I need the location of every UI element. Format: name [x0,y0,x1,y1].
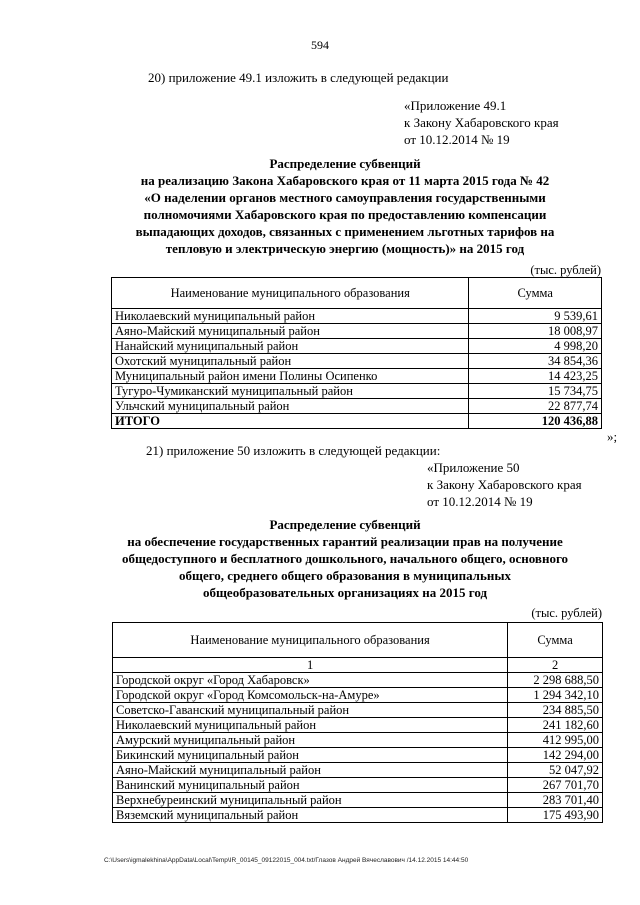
amount: 142 294,00 [508,748,603,763]
municipality-name: Нанайский муниципальный район [112,339,469,354]
municipality-name: Городской округ «Город Комсомольск-на-Амуре» [113,688,508,703]
municipality-name: Ульчский муниципальный район [112,399,469,414]
amount: 52 047,92 [508,763,603,778]
section1-unit-label: (тыс. рублей) [530,263,601,277]
total-amount: 120 436,88 [469,414,602,429]
table-row [113,718,603,733]
table-row [112,339,602,354]
table-row [113,778,603,793]
municipality-name: Бикинский муниципальный район [113,748,508,763]
title-line: полномочиями Хабаровского края по предоставлению компенсации [143,207,547,222]
table-row [113,748,603,763]
amount: 1 294 342,10 [508,688,603,703]
section1-appendix-reference [404,97,559,148]
title-line: общеобразовательных организациях на 2015 год [202,585,488,600]
appendix-ref-line: к Закону Хабаровского края [427,477,582,492]
table-row [112,324,602,339]
municipality-name: Городской округ «Город Хабаровск» [113,673,508,688]
column-number-row [113,658,603,673]
section1-intro: 20) приложение 49.1 изложить в следующей редакции [148,70,449,85]
amount: 175 493,90 [508,808,603,823]
table-row [113,703,603,718]
column-header-amount: Сумма [508,623,603,658]
section2-table [112,622,603,823]
table-row [112,399,602,414]
municipality-name: Ванинский муниципальный район [113,778,508,793]
appendix-ref-line: «Приложение 50 [427,460,520,475]
total-label: ИТОГО [112,414,469,429]
municipality-name: Аяно-Майский муниципальный район [112,324,469,339]
municipality-name: Николаевский муниципальный район [113,718,508,733]
amount: 267 701,70 [508,778,603,793]
section1-title [110,155,580,257]
municipality-name: Аяно-Майский муниципальный район [113,763,508,778]
table-row [113,673,603,688]
appendix-ref-line: от 10.12.2014 № 19 [404,132,510,147]
municipality-name: Охотский муниципальный район [112,354,469,369]
column-header-amount: Сумма [469,278,602,309]
table-row [113,808,603,823]
title-line: Распределение субвенций [269,156,421,171]
closing-quote: »; [607,429,618,444]
municipality-name: Вяземский муниципальный район [113,808,508,823]
amount: 412 995,00 [508,733,603,748]
table-row [112,309,602,324]
column-header-name: Наименование муниципального образования [113,623,508,658]
amount: 15 734,75 [469,384,602,399]
amount: 22 877,74 [469,399,602,414]
amount: 234 885,50 [508,703,603,718]
municipality-name: Амурский муниципальный район [113,733,508,748]
section2-unit-label: (тыс. рублей) [531,606,602,620]
section2-appendix-reference [427,459,582,510]
municipality-name: Тугуро-Чумиканский муниципальный район [112,384,469,399]
table-row [112,369,602,384]
municipality-name: Николаевский муниципальный район [112,309,469,324]
municipality-name: Муниципальный район имени Полины Осипенко [112,369,469,384]
amount: 4 998,20 [469,339,602,354]
column-header-name: Наименование муниципального образования [112,278,469,309]
amount: 2 298 688,50 [508,673,603,688]
table-row [113,733,603,748]
amount: 283 701,40 [508,793,603,808]
title-line: «О наделении органов местного самоуправления государственными [144,190,546,205]
table-header-row [113,623,603,658]
appendix-ref-line: к Закону Хабаровского края [404,115,559,130]
page-number: 594 [311,38,329,52]
table-row [113,688,603,703]
title-line: общедоступного и бесплатного дошкольного, начального общего, основного [121,551,569,566]
section2-title [110,516,580,601]
table-row [112,354,602,369]
section2-intro: 21) приложение 50 изложить в следующей редакции: [146,443,441,458]
amount: 14 423,25 [469,369,602,384]
appendix-ref-line: от 10.12.2014 № 19 [427,494,533,509]
section1-table [111,277,602,429]
table-row [113,793,603,808]
amount: 9 539,61 [469,309,602,324]
municipality-name: Верхнебуреинский муниципальный район [113,793,508,808]
table-header-row [112,278,602,309]
title-line: на реализацию Закона Хабаровского края от 11 марта 2015 года № 42 [140,173,550,188]
municipality-name: Советско-Гаванский муниципальный район [113,703,508,718]
column-number: 1 [113,658,508,673]
total-row [112,414,602,429]
appendix-ref-line: «Приложение 49.1 [404,98,507,113]
title-line: тепловую и электрическую энергию (мощность)» на 2015 год [165,241,525,256]
amount: 34 854,36 [469,354,602,369]
title-line: выпадающих доходов, связанных с применением льготных тарифов на [135,224,555,239]
file-path-footer: C:\Users\igmalekhina\AppData\Local\Temp\IR_00145_09122015_004.txt/Глазов Андрей Вячеславович /14.12.2015 14:44:50 [104,857,469,864]
title-line: общего, среднего общего образования в муниципальных [178,568,511,583]
title-line: Распределение субвенций [269,517,421,532]
column-number: 2 [508,658,603,673]
amount: 241 182,60 [508,718,603,733]
table-row [113,763,603,778]
amount: 18 008,97 [469,324,602,339]
table-row [112,384,602,399]
title-line: на обеспечение государственных гарантий реализации прав на получение [127,534,563,549]
